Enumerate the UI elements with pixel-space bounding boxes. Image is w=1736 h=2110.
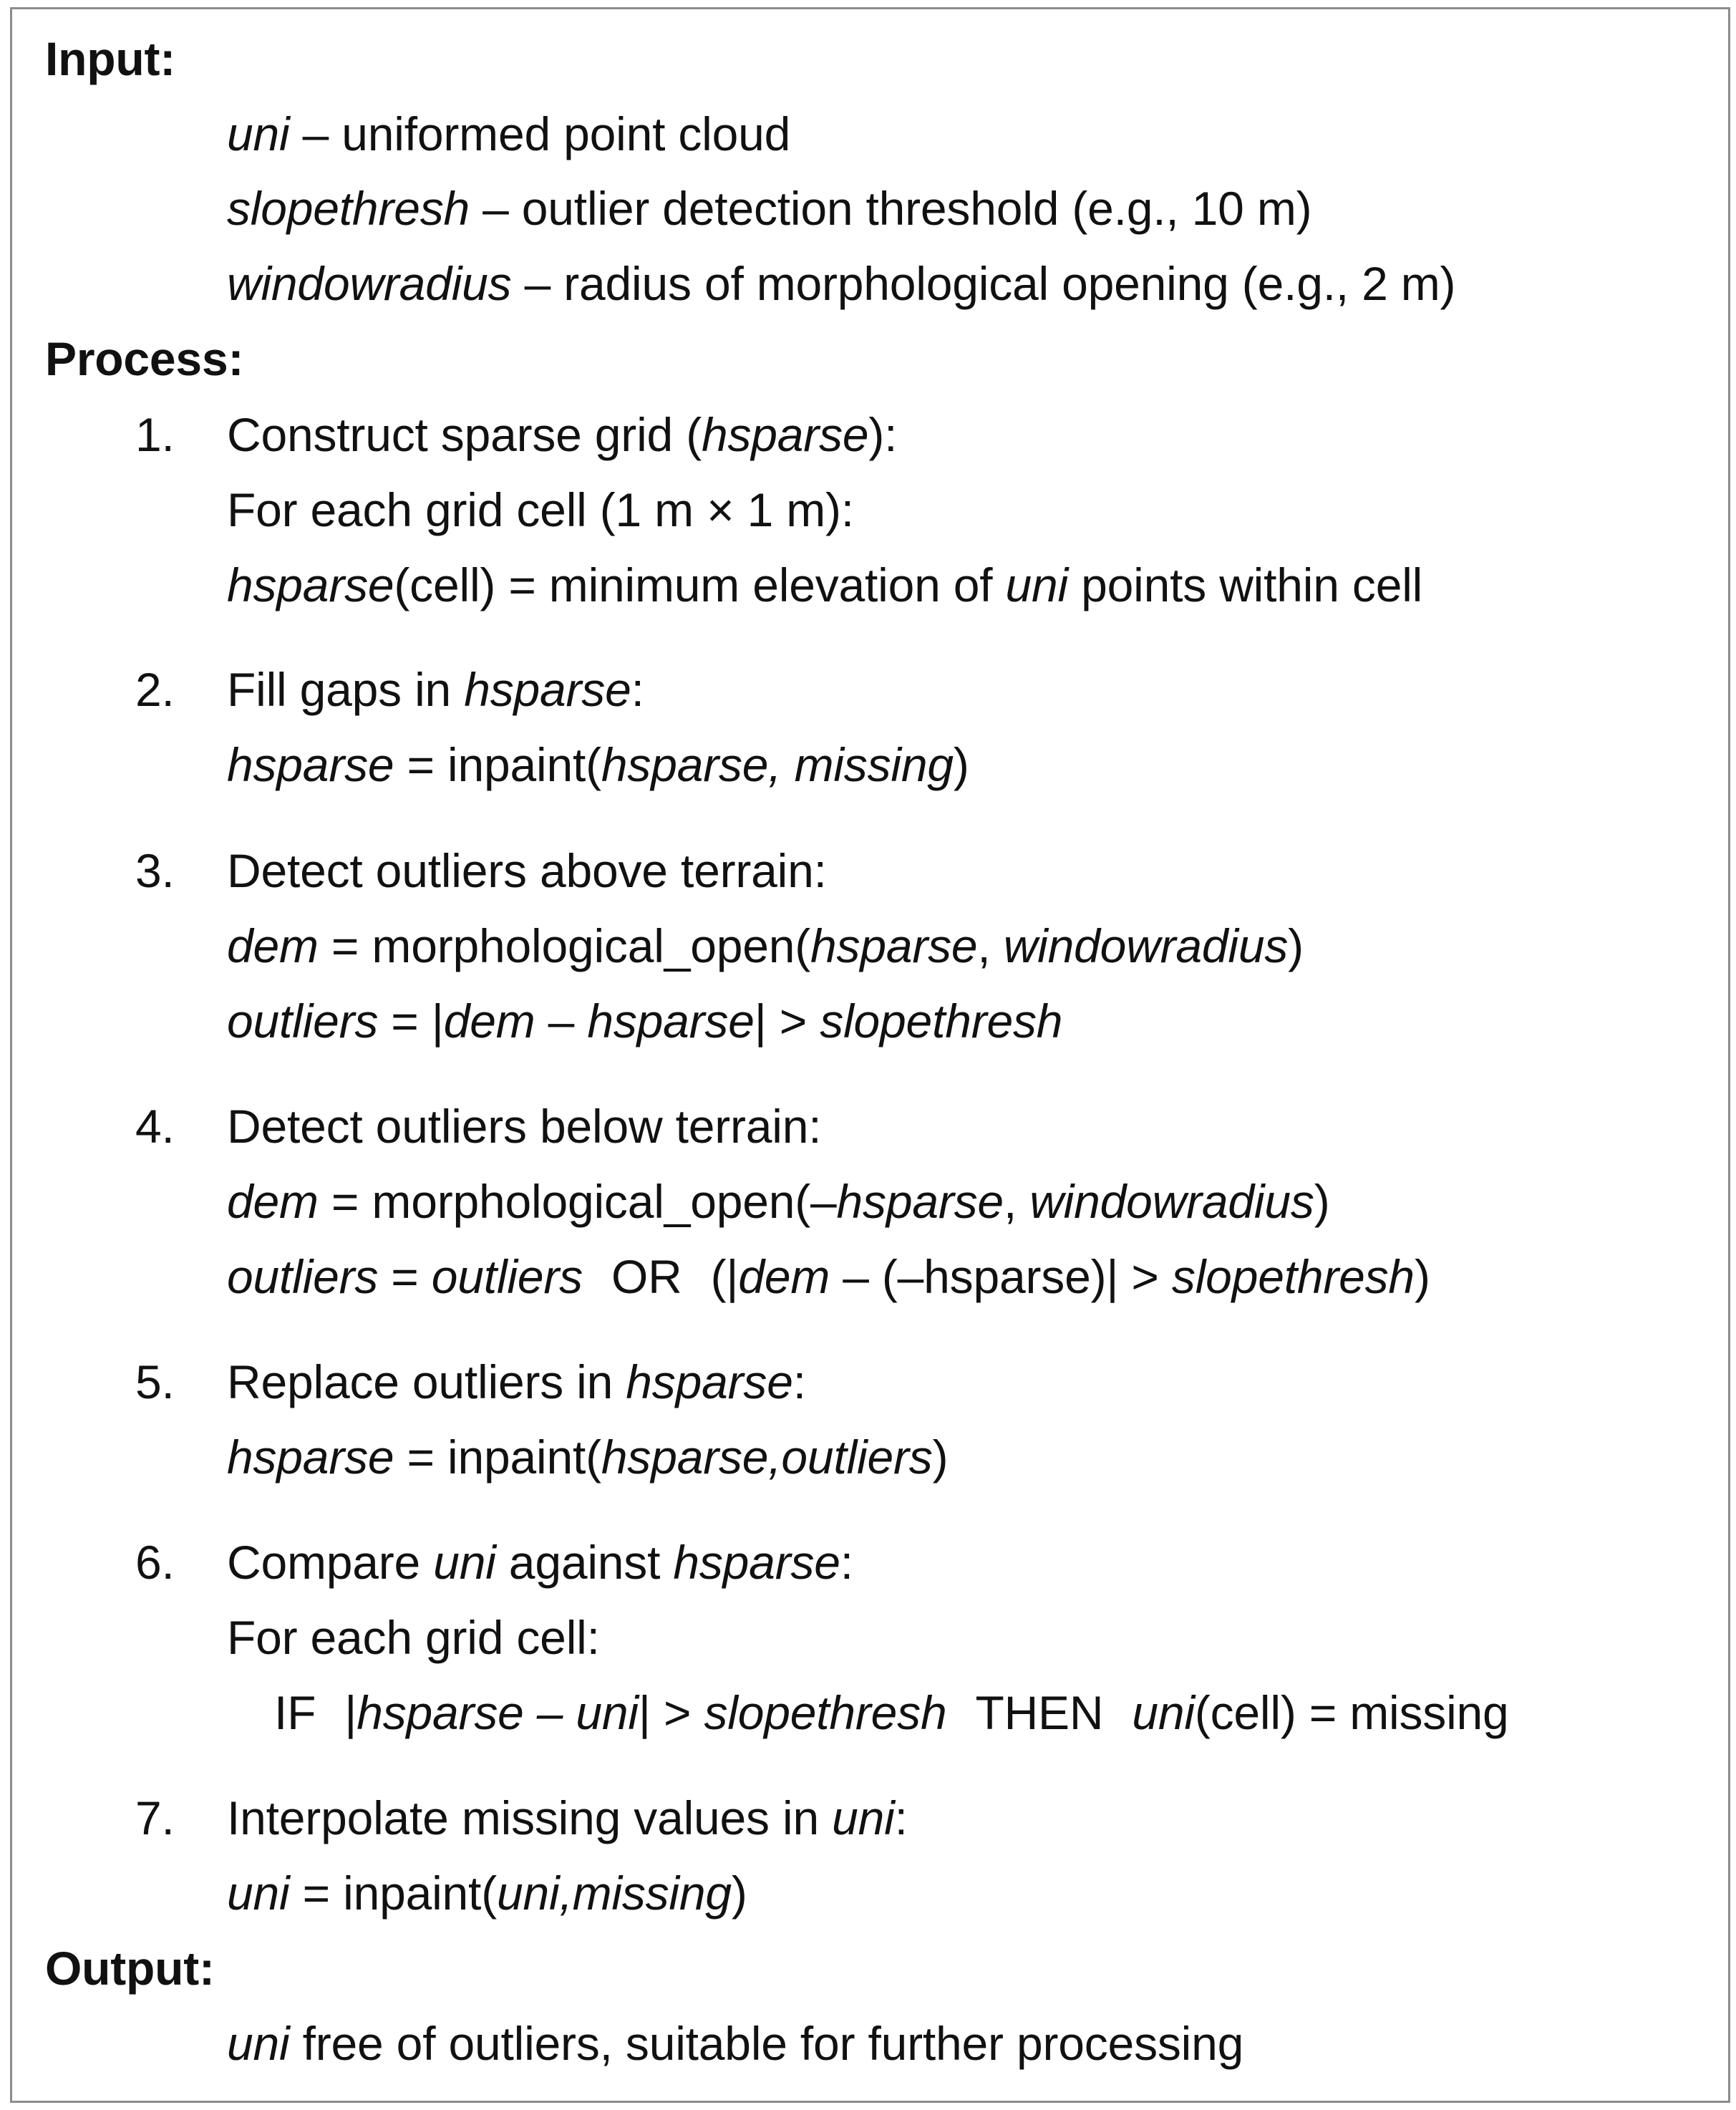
- param-windowradius: windowradius – radius of morphological opening (e.g., 2 m): [227, 257, 1456, 310]
- step-5-title: Replace outliers in hsparse:: [227, 1355, 806, 1408]
- step-number: 4.: [135, 1100, 175, 1153]
- step-7-title: Interpolate missing values in uni:: [227, 1791, 908, 1844]
- step-6-line-3: IF |hsparse – uni| > slopethresh THEN uni(cell) = missing: [274, 1686, 1509, 1739]
- step-4-line-3: outliers = outliers OR (|dem – (–hsparse)| > slopethresh): [227, 1250, 1430, 1303]
- step-number: 1.: [135, 408, 175, 461]
- step-number: 7.: [135, 1791, 175, 1844]
- step-7-line-2: uni = inpaint(uni,missing): [227, 1867, 747, 1920]
- output-description: uni free of outliers, suitable for further processing: [227, 2017, 1244, 2070]
- step-number: 2.: [135, 663, 175, 716]
- step-4-title: Detect outliers below terrain:: [227, 1100, 822, 1153]
- step-6-line-2: For each grid cell:: [227, 1611, 600, 1664]
- step-5-line-2: hsparse = inpaint(hsparse,outliers): [227, 1431, 949, 1484]
- algorithm-box: [10, 7, 1730, 2103]
- process-heading: Process:: [45, 332, 244, 385]
- step-2-line-2: hsparse = inpaint(hsparse, missing): [227, 738, 969, 791]
- step-4-line-2: dem = morphological_open(–hsparse, windowradius): [227, 1175, 1330, 1228]
- input-heading: Input:: [45, 32, 176, 85]
- output-heading: Output:: [45, 1942, 215, 1995]
- step-number: 6.: [135, 1536, 175, 1589]
- step-3-title: Detect outliers above terrain:: [227, 844, 827, 897]
- param-uni: uni – uniformed point cloud: [227, 107, 791, 160]
- step-number: 5.: [135, 1355, 175, 1408]
- step-1-line-3: hsparse(cell) = minimum elevation of uni points within cell: [227, 558, 1423, 611]
- step-number: 3.: [135, 844, 175, 897]
- step-2-title: Fill gaps in hsparse:: [227, 663, 644, 716]
- step-6-title: Compare uni against hsparse:: [227, 1536, 853, 1589]
- param-slopethresh: slopethresh – outlier detection threshold (e.g., 10 m): [227, 182, 1312, 235]
- step-3-line-2: dem = morphological_open(hsparse, windowradius): [227, 919, 1304, 972]
- step-1-title: Construct sparse grid (hsparse):: [227, 408, 898, 461]
- step-1-line-2: For each grid cell (1 m × 1 m):: [227, 483, 854, 536]
- step-3-line-3: outliers = |dem – hsparse| > slopethresh: [227, 994, 1063, 1047]
